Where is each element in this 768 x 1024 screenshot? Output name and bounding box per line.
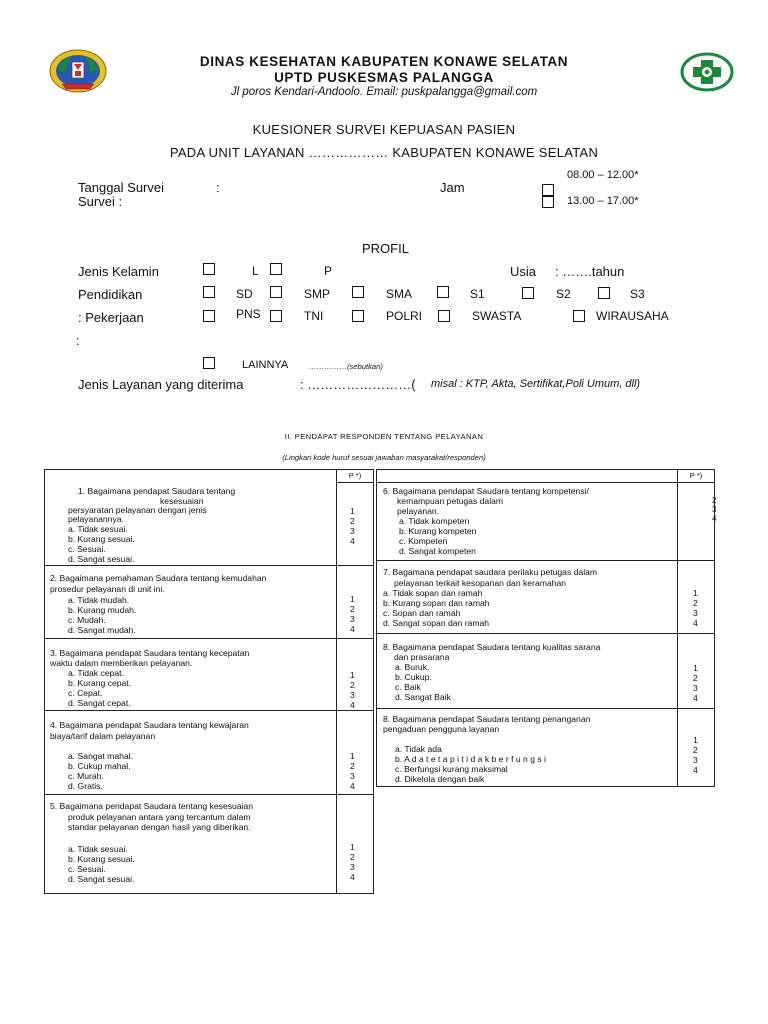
education-s3-label: S3	[630, 287, 645, 301]
question-3-code-1[interactable]: 1	[350, 670, 355, 680]
header-unit: UPTD PUSKESMAS PALANGGA	[274, 70, 494, 85]
question-6-option-d[interactable]: d. Sangat kompeten	[399, 546, 476, 556]
question-8-code-4[interactable]: 4	[693, 693, 698, 703]
question-8-option-d[interactable]: d. Sangat Baik	[395, 692, 451, 702]
education-s1-checkbox[interactable]	[437, 286, 449, 298]
question-6-line-2: kemampuan petugas dalam	[397, 496, 504, 506]
question-4-code-4[interactable]: 4	[350, 781, 355, 791]
occupation-other-checkbox[interactable]	[203, 357, 215, 369]
education-s2-label: S2	[556, 287, 571, 301]
question-7-line-1: 7. Bagamana pendapat saudara perilaku petugas dalam	[383, 567, 598, 577]
time-label: Jam	[440, 180, 465, 195]
education-sd-label: SD	[236, 287, 253, 301]
question-2-codes	[350, 594, 355, 634]
question-7-code-3[interactable]: 3	[693, 608, 698, 618]
question-1-code-4[interactable]: 4	[350, 536, 355, 546]
question-3-option-a[interactable]: a. Tidak cepat.	[68, 668, 124, 678]
profile-heading: PROFIL	[362, 241, 409, 256]
question-5-code-4[interactable]: 4	[350, 872, 355, 882]
question-7-codes	[693, 588, 698, 628]
question-1-line-3: persyaratan pelayanan dengan jenis	[68, 505, 207, 515]
time-option-1-checkbox[interactable]	[542, 184, 554, 196]
question-6-code-2[interactable]: 2	[712, 496, 717, 505]
question-2-code-4[interactable]: 4	[350, 624, 355, 634]
occupation-polri-checkbox[interactable]	[352, 310, 364, 322]
gender-l-checkbox[interactable]	[270, 263, 282, 275]
question-4-line-1: 4. Bagaimana pendapat Saudara tentang kewajaran	[50, 720, 249, 730]
question-8-line-2: dan prasarana	[394, 652, 450, 662]
header-agency: DINAS KESEHATAN KABUPATEN KONAWE SELATAN	[199, 54, 569, 69]
occupation-wirausaha-label: WIRAUSAHA	[596, 309, 669, 323]
question-5-code-3[interactable]: 3	[350, 862, 355, 872]
survey-label: Survei :	[78, 194, 123, 209]
question-1-line-4: pelayanannya.	[68, 514, 124, 524]
education-sd-checkbox[interactable]	[203, 286, 215, 298]
question-3-code-2[interactable]: 2	[350, 680, 355, 690]
education-sma-checkbox[interactable]	[352, 286, 364, 298]
occupation-label: : Pekerjaan	[78, 310, 144, 325]
left-p-header: P *)	[348, 471, 362, 480]
service-type-example: misal : KTP, Akta, Sertifikat,Poli Umum, dll)	[431, 378, 641, 390]
question-1-line-1: 1. Bagaimana pendapat Saudara tentang	[78, 486, 236, 496]
question-5-option-b[interactable]: b. Kurang sesuai.	[68, 854, 135, 864]
survey-date-label: Tanggal Survei	[78, 180, 164, 195]
form-title: KUESIONER SURVEI KEPUASAN PASIEN	[252, 122, 516, 137]
question-6-option-a[interactable]: a. Tidak kompeten	[399, 516, 470, 526]
question-3-code-4[interactable]: 4	[350, 700, 355, 710]
left-q4-divider	[44, 794, 374, 795]
question-9-line-1: 8. Bagaimana pendapat Saudara tentang penanganan	[383, 714, 591, 724]
question-8-option-c[interactable]: c. Baik	[395, 682, 421, 692]
question-1-option-b[interactable]: b. Kurang sesuai.	[68, 534, 135, 544]
education-smp-label: SMP	[304, 287, 331, 301]
question-9-option-c[interactable]: c. Berfungsi kurang maksimal	[395, 764, 508, 774]
question-9-code-1[interactable]: 1	[693, 735, 698, 745]
question-9-code-2[interactable]: 2	[693, 745, 698, 755]
question-3-line-1: 3. Bagaimana pendapat Saudara tentang kecepatan	[50, 648, 250, 658]
question-4-option-b[interactable]: b. Cukup mahal.	[68, 761, 131, 771]
header-address: Jl poros Kendari-Andoolo. Email: puskpalangga@gmail.com	[230, 86, 538, 98]
question-7-line-2: pelayanan terkait kesopanan dan keramahan	[394, 578, 566, 588]
question-8-code-3[interactable]: 3	[693, 683, 698, 693]
question-8-line-1: 8. Bagaimana pendapat Saudara tentang kualitas sarana	[383, 642, 601, 652]
question-1-line-2: kesesuaian	[160, 496, 204, 506]
time-option-1-label: 08.00 – 12.00*	[567, 169, 639, 181]
question-6-option-c[interactable]: c. Kompeten	[399, 536, 448, 546]
section2-instruction: (Lingkari kode huruf sesuai jawaban masyarakat/responden)	[282, 453, 486, 462]
question-4-code-2[interactable]: 2	[350, 761, 355, 771]
question-2-line-2: prosedur pelayanan di unit ini.	[50, 584, 165, 594]
occupation-polri-label: POLRI	[386, 309, 423, 323]
question-9-line-2: pengaduan pengguna layanan	[383, 724, 500, 734]
right-code-column-divider	[677, 469, 678, 787]
question-4-option-a[interactable]: a. Sangat mahal.	[68, 751, 133, 761]
question-6-codes	[712, 496, 716, 523]
question-4-option-c[interactable]: c. Murah.	[68, 771, 104, 781]
service-type-label: Jenis Layanan yang diterima	[78, 377, 244, 392]
gender-blank-checkbox[interactable]	[203, 263, 215, 275]
question-7-option-d[interactable]: d. Sangat sopan dan ramah	[383, 618, 490, 628]
question-9-option-d[interactable]: d. Dikelola dengan baik	[395, 774, 485, 784]
right-header-rule	[677, 482, 715, 483]
question-3-code-3[interactable]: 3	[350, 690, 355, 700]
question-5-option-d[interactable]: d. Sangat sesuai.	[68, 874, 135, 884]
question-6-code-3[interactable]: 3	[712, 505, 717, 514]
question-2-code-1[interactable]: 1	[350, 594, 355, 604]
left-q2-divider	[44, 638, 374, 639]
question-8-code-2[interactable]: 2	[693, 673, 698, 683]
question-5-line-2: produk pelayanan antara yang tercantum dalam	[68, 812, 251, 822]
occupation-other-label: LAINNYA	[242, 359, 289, 371]
time-option-2-checkbox[interactable]	[542, 196, 554, 208]
question-1-option-d[interactable]: d. Sangat sesuai.	[68, 554, 135, 564]
question-5-option-c[interactable]: c. Sesuai.	[68, 864, 106, 874]
question-2-code-2[interactable]: 2	[350, 604, 355, 614]
section2-heading: II. PENDAPAT RESPONDEN TENTANG PELAYANAN	[284, 432, 484, 441]
question-1-code-1[interactable]: 1	[350, 506, 355, 516]
question-7-option-c[interactable]: c. Sopan dan ramah	[383, 608, 461, 618]
question-5-line-3: standar pelayanan dengan hasil yang diberikan.	[68, 822, 251, 832]
question-2-code-3[interactable]: 3	[350, 614, 355, 624]
question-3-option-c[interactable]: c. Cepat.	[68, 688, 103, 698]
question-7-code-2[interactable]: 2	[693, 598, 698, 608]
question-4-code-1[interactable]: 1	[350, 751, 355, 761]
question-9-code-4[interactable]: 4	[693, 765, 698, 775]
question-1-option-c[interactable]: c. Sesuai.	[68, 544, 106, 554]
occupation-swasta-label: SWASTA	[472, 309, 522, 323]
occupation-other-specify: ……………(sebutkan)	[309, 362, 383, 371]
question-3-line-2: waktu dalam memberikan pelayanan.	[50, 658, 193, 668]
question-5-codes	[350, 842, 355, 882]
question-8-option-a[interactable]: a. Buruk.	[395, 662, 430, 672]
age-label: Usia	[510, 264, 537, 279]
gender-l-label: L	[252, 264, 259, 278]
question-9-option-a[interactable]: a. Tidak ada	[395, 744, 442, 754]
education-sma-label: SMA	[386, 287, 413, 301]
question-2-option-a[interactable]: a. Tidak mudah.	[68, 595, 130, 605]
question-8-code-1[interactable]: 1	[693, 663, 698, 673]
education-label: Pendidikan	[78, 287, 143, 302]
service-type-value: : ……………………(	[300, 377, 416, 392]
question-8-codes	[693, 663, 698, 703]
question-5-option-a[interactable]: a. Tidak sesuai.	[68, 844, 128, 854]
left-q3-divider	[44, 710, 374, 711]
occupation-wirausaha-checkbox[interactable]	[573, 310, 585, 322]
question-4-code-3[interactable]: 3	[350, 771, 355, 781]
right-q8-divider	[376, 708, 715, 709]
question-4-line-2: biaya/tarif dalam pelayanan	[50, 731, 156, 741]
question-2-option-c[interactable]: c. Mudah.	[68, 615, 106, 625]
question-5-code-2[interactable]: 2	[350, 852, 355, 862]
question-7-option-b[interactable]: b. Kurang sopan dan ramah	[383, 598, 490, 608]
question-6-line-1: 6. Bagaimana pendapat Saudara tentang kompetensi/	[383, 486, 589, 496]
question-4-codes	[350, 751, 355, 791]
question-5-line-1: 5. Bagaimana pendapat Saudara tentang kesesuaian	[50, 801, 254, 811]
question-7-code-4[interactable]: 4	[693, 618, 698, 628]
occupation-tni-checkbox[interactable]	[270, 310, 282, 322]
form-subtitle: PADA UNIT LAYANAN ……………… KABUPATEN KONAWE SELATAN	[169, 145, 599, 160]
question-3-codes	[350, 670, 355, 710]
question-2-option-b[interactable]: b. Kurang mudah.	[68, 605, 137, 615]
question-2-line-1: 2. Bagaimana pemahaman Saudara tentang kemudahan	[50, 573, 267, 583]
left-code-column-divider	[336, 469, 337, 894]
occupation-pns-checkbox[interactable]	[203, 310, 215, 322]
question-7-option-a[interactable]: a. Tidak sopan dan ramah	[383, 588, 483, 598]
question-1-code-3[interactable]: 3	[350, 526, 355, 536]
question-4-option-d[interactable]: d. Gratis.	[68, 781, 103, 791]
right-p-header: P *)	[689, 471, 703, 480]
question-2-option-d[interactable]: d. Sangat mudah.	[68, 625, 136, 635]
question-5-code-1[interactable]: 1	[350, 842, 355, 852]
gender-label: Jenis Kelamin	[78, 264, 159, 279]
question-8-option-b[interactable]: b. Cukup.	[395, 672, 432, 682]
question-1-code-2[interactable]: 2	[350, 516, 355, 526]
question-7-code-1[interactable]: 1	[693, 588, 698, 598]
right-q7-divider	[376, 633, 715, 634]
question-6-line-3: pelayanan.	[397, 506, 440, 516]
education-smp-checkbox[interactable]	[270, 286, 282, 298]
question-6-option-b[interactable]: b. Kurang kompeten	[399, 526, 477, 536]
question-6-code-4[interactable]: 4	[712, 514, 717, 523]
question-1-codes	[350, 506, 355, 546]
question-3-option-b[interactable]: b. Kurang cepat.	[68, 678, 132, 688]
occupation-tni-label: TNI	[304, 309, 324, 323]
time-option-2-label: 13.00 – 17.00*	[567, 195, 639, 207]
question-9-codes	[693, 735, 698, 775]
right-top-rule	[376, 482, 677, 483]
right-q6-divider	[376, 560, 715, 561]
occupation-colon: :	[76, 333, 80, 348]
question-9-code-3[interactable]: 3	[693, 755, 698, 765]
education-s3-checkbox[interactable]	[598, 287, 610, 299]
occupation-pns-label: PNS	[236, 307, 261, 321]
question-9-option-b[interactable]: b. A d a t e t a p i t i d a k b e r f u n g s i	[395, 754, 546, 764]
education-s1-label: S1	[470, 287, 485, 301]
left-header-rule	[336, 482, 374, 483]
occupation-swasta-checkbox[interactable]	[438, 310, 450, 322]
survey-date-colon: :	[216, 180, 220, 195]
gender-p-label: P	[324, 264, 333, 278]
question-1-option-a[interactable]: a. Tidak sesuai.	[68, 524, 128, 534]
left-q1-divider	[44, 565, 374, 566]
age-value: : …….tahun	[555, 264, 625, 279]
education-s2-checkbox[interactable]	[522, 287, 534, 299]
question-3-option-d[interactable]: d. Sangat cepat.	[68, 698, 131, 708]
